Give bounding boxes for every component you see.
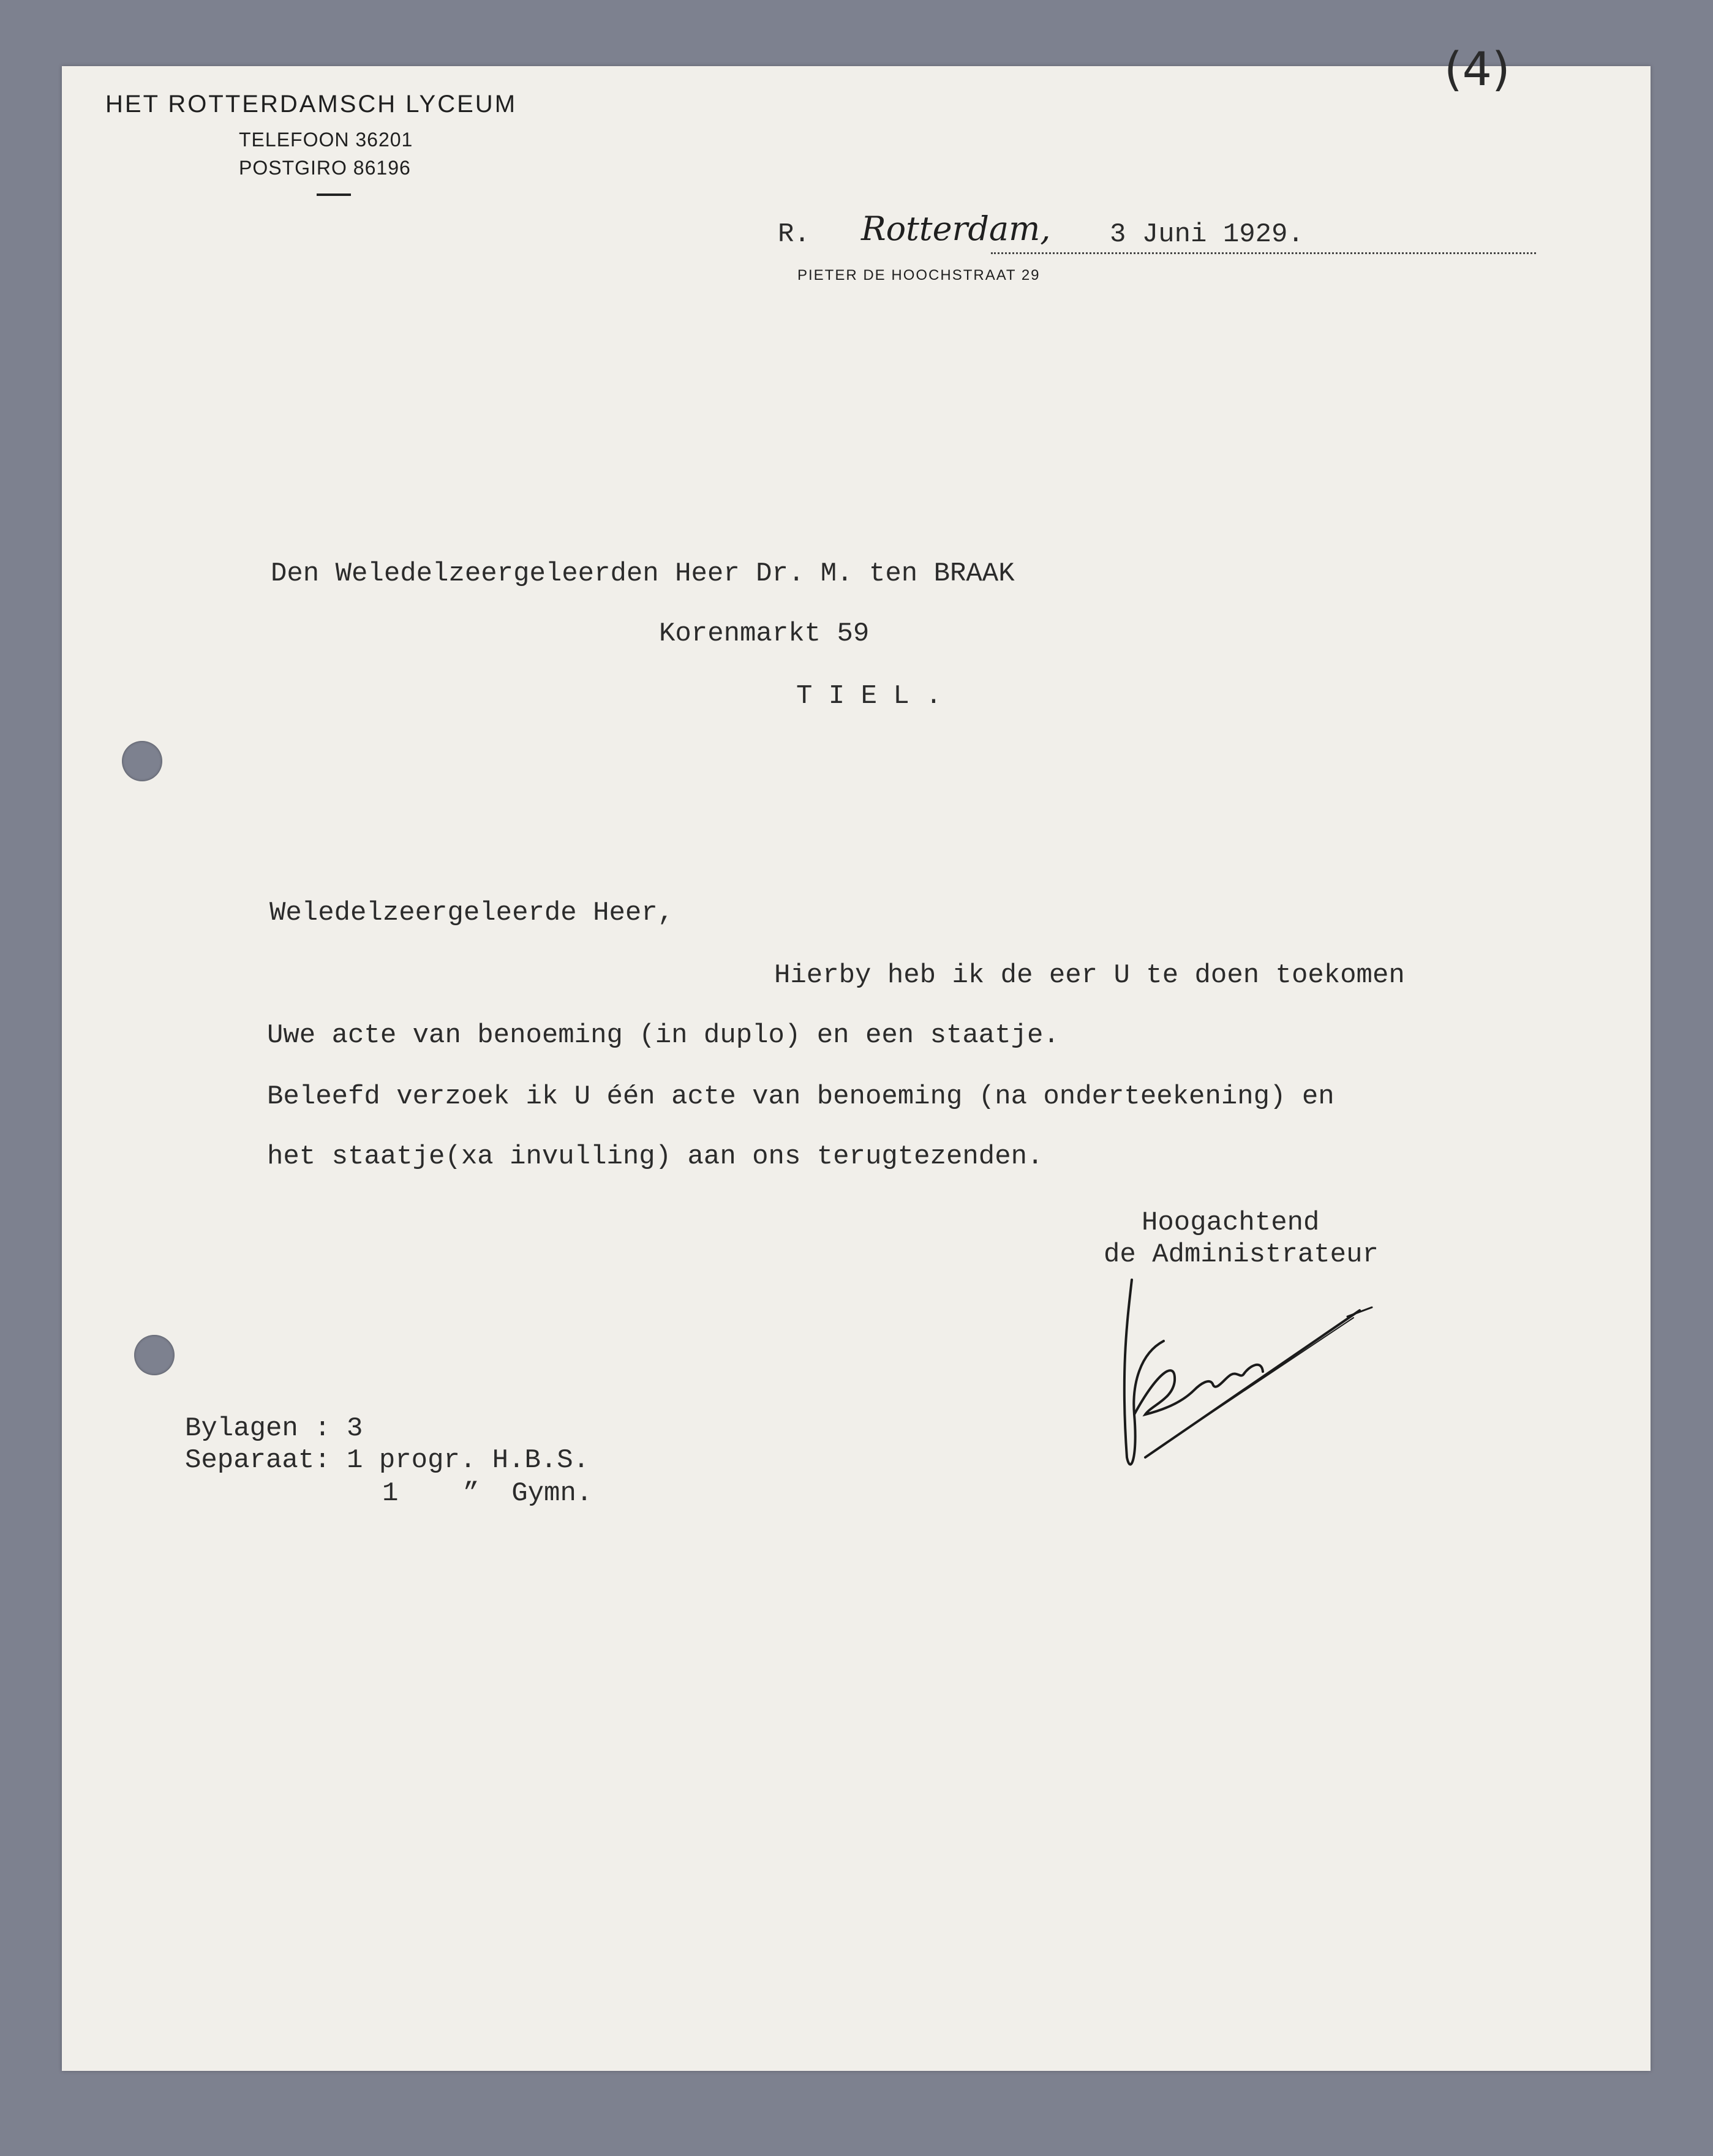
city-script: Rotterdam, [861,209,1051,248]
body-line-3: Beleefd verzoek ik U één acte van benoeming (na onderteekening) en [267,1081,1335,1112]
recipient-city: T I E L . [796,681,942,712]
enclosures-line-2: Separaat: 1 progr. H.B.S. [185,1445,590,1476]
punch-hole-lower [134,1335,175,1375]
body-line-1: Hierby heb ik de eer U te doen toekomen [774,960,1405,991]
date-dotted-line [991,252,1536,254]
postgiro-number: POSTGIRO 86196 [239,157,411,179]
school-name: HET ROTTERDAMSCH LYCEUM [105,91,518,118]
letter-page [62,66,1651,2071]
body-line-2: Uwe acte van benoeming (in duplo) en een staatje. [267,1020,1060,1051]
punch-hole-upper [122,741,162,781]
archive-number: (4) [1444,42,1510,96]
telephone-number: TELEFOON 36201 [239,129,413,151]
closing-title: de Administrateur [1104,1239,1379,1270]
enclosures-line-3: 1 ” Gymn. [382,1478,593,1509]
recipient-name: Den Weledelzeergeleerden Heer Dr. M. ten BRAAK [271,558,1015,589]
body-line-4: het staatje(xa invulling) aan ons terugtezenden. [267,1141,1044,1172]
recipient-street: Korenmarkt 59 [659,618,870,649]
closing-greeting: Hoogachtend [1142,1208,1320,1238]
letterhead-dash [317,193,351,196]
street-address: PIETER DE HOOCHSTRAAT 29 [797,267,1041,284]
date-prefix: R. [778,219,810,250]
letter-date: 3 Juni 1929. [1110,219,1304,250]
enclosures-line-1: Bylagen : 3 [185,1413,363,1444]
salutation: Weledelzeergeleerde Heer, [269,898,674,928]
signature-image [1102,1274,1384,1482]
